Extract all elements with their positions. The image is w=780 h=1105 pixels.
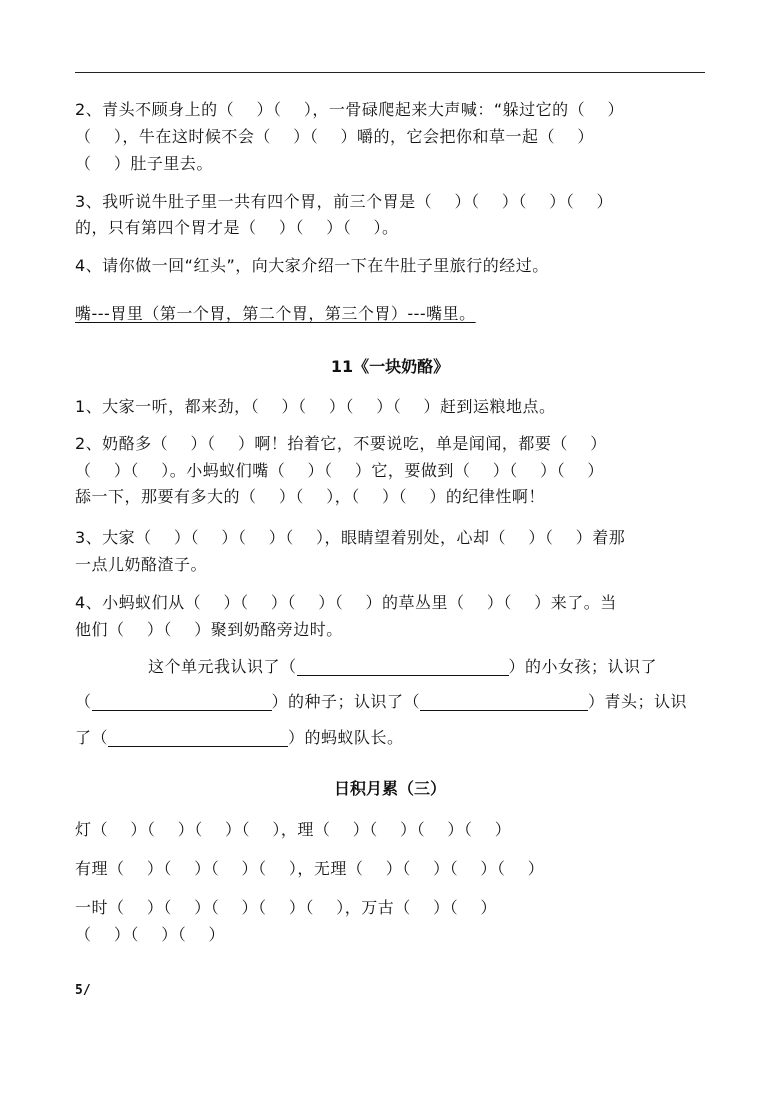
summary-blank-3[interactable] [420, 692, 588, 711]
section11-title: 11《一块奶酪》 [330, 357, 450, 376]
page-number: 5/ [75, 983, 91, 998]
daily-line3: 一时（ ）（ ）（ ）（ ）（ ），万古（ ）（ ） [75, 898, 497, 917]
q11-3-line2: 一点儿奶酪渣子。 [75, 555, 208, 574]
daily-line1: 灯（ ）（ ）（ ）（ ），理（ ）（ ）（ ）（ ） [75, 820, 512, 839]
summary-line1 [148, 656, 657, 678]
summary-text-b: ）的小女孩；认识了 [508, 657, 658, 676]
summary-text-c: （ [75, 692, 92, 711]
daily-line4: （ ）（ ）（ ） [75, 925, 226, 944]
q11-2-line3: 舔一下，那要有多大的（ ）（ ），（ ）（ ）的纪律性啊！ [75, 487, 545, 506]
summary-text-d: ）的种子；认识了（ [271, 692, 421, 711]
summary-text-g: ）的蚂蚁队长。 [288, 728, 404, 747]
summary-text-f: 了（ [75, 728, 109, 747]
summary-line2 [75, 691, 687, 713]
summary-blank-1[interactable] [297, 657, 509, 676]
q10-3-line1: 3、我听说牛肚子里一共有四个胃，前三个胃是（ ）（ ）（ ）（ ） [75, 192, 614, 211]
summary-line3 [75, 727, 404, 749]
q11-2-line1: 2、奶酪多（ ）（ ）啊！抬着它，不要说吃，单是闻闻，都要（ ） [75, 434, 607, 453]
q10-3-line2: 的，只有第四个胃才是（ ）（ ）（ ）。 [75, 218, 399, 237]
daily-title: 日积月累（三） [333, 779, 446, 798]
header-rule [75, 72, 705, 73]
q10-2-line1: 2、青头不顾身上的（ ）（ ），一骨碌爬起来大声喊：“躲过它的（ ） [75, 100, 625, 119]
q10-4-line1: 4、请你做一回“红头”，向大家介绍一下在牛肚子里旅行的经过。 [75, 256, 549, 275]
q10-2-line2: （ ），牛在这时候不会（ ）（ ）嚼的，它会把你和草一起（ ） [75, 127, 594, 146]
q10-2-line3: （ ）肚子里去。 [75, 154, 213, 173]
summary-blank-2[interactable] [92, 692, 272, 711]
q11-2-line2: （ ）（ ）。小蚂蚁们嘴（ ）（ ）它，要做到（ ）（ ）（ ） [75, 461, 604, 480]
summary-blank-4[interactable] [108, 728, 288, 747]
summary-text-a: 这个单元我认识了（ [148, 657, 297, 676]
q10-4-answer: 嘴---胃里（第一个胃，第二个胃，第三个胃）---嘴里。 [75, 304, 476, 323]
summary-text-e: ）青头；认识 [588, 692, 688, 711]
q11-1: 1、大家一听，都来劲，（ ）（ ）（ ）（ ）赶到运粮地点。 [75, 397, 556, 416]
q11-4-line1: 4、小蚂蚁们从（ ）（ ）（ ）（ ）的草丛里（ ）（ ）来了。当 [75, 593, 617, 612]
q11-4-line2: 他们（ ）（ ）聚到奶酪旁边时。 [75, 620, 343, 639]
daily-line2: 有理（ ）（ ）（ ）（ ），无理（ ）（ ）（ ）（ ） [75, 859, 545, 878]
q11-3-line1: 3、大家（ ）（ ）（ ）（ ），眼睛望着别处，心却（ ）（ ）着那 [75, 528, 626, 547]
